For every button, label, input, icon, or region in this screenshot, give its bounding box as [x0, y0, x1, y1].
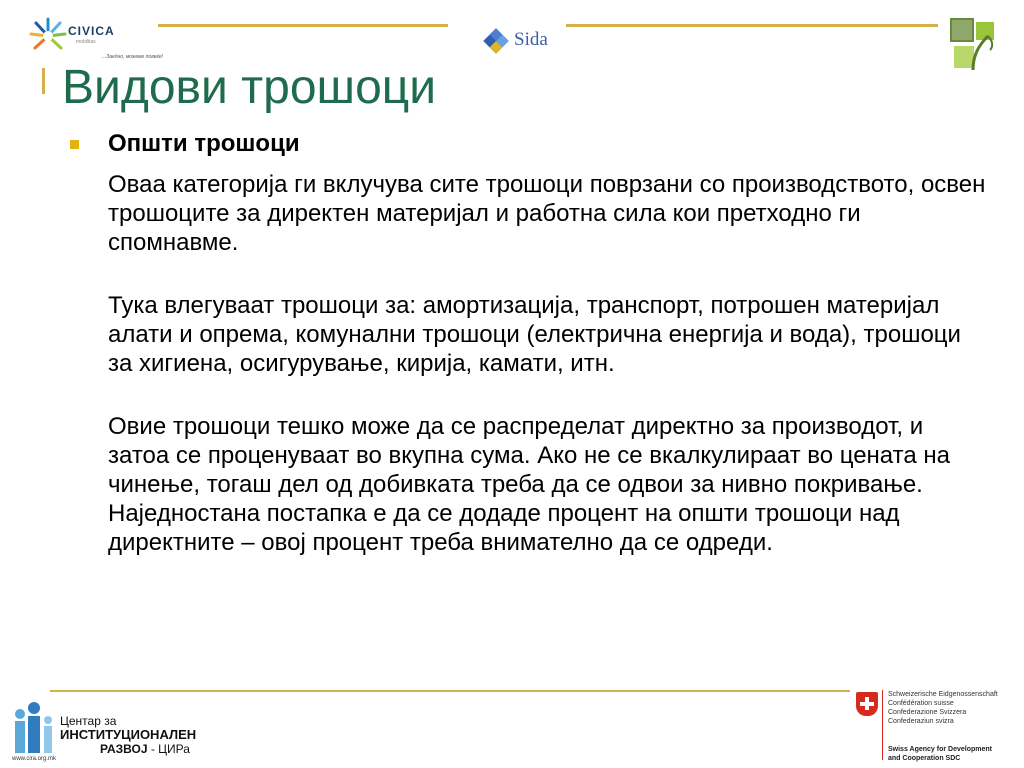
- header-rule-right: [566, 24, 938, 27]
- sdc-agency-lines: [888, 745, 992, 763]
- swiss-confederation-lines: [888, 690, 998, 726]
- civica-wordmark: CIVICA: [68, 24, 115, 38]
- cira-line-2: ИНСТИТУЦИОНАЛЕН: [60, 727, 197, 742]
- sida-logo: [482, 26, 572, 56]
- swiss-line: Confederazione Svizzera: [888, 709, 967, 716]
- sdc-line-2: and Cooperation SDC: [888, 755, 961, 762]
- cira-figures-icon: [10, 700, 56, 756]
- civica-sunburst-icon: [28, 16, 68, 56]
- swiss-sdc-logo: [856, 690, 1022, 766]
- cira-line-3-bold: РАЗВОЈ: [100, 742, 148, 756]
- paragraph-2: Тука влегуваат трошоци за: амортизација, транспорт, потрошен материјал алати и опрема, комунални трошоци (електрична енергија и вода), трошоци за хигиена, осигурување, кирија, камати, итн.: [108, 292, 961, 377]
- cira-logo: [10, 700, 200, 766]
- paragraph-1: Оваа категорија ги вклучува сите трошоци поврзани со производството, освен трошоците за директен материјал и работна сила кои претходно ги спомнавме.: [108, 171, 986, 256]
- cira-line-3: [60, 742, 196, 756]
- civica-tagline: ...Заедно, можеме повеќе!: [102, 54, 164, 60]
- sida-wordmark: Sida: [514, 29, 548, 50]
- swiss-cross-icon: [856, 692, 878, 716]
- leaf-plant-icon: [948, 16, 998, 72]
- cira-line-3-rest: - ЦИРа: [147, 742, 190, 756]
- cira-url: www.cira.org.mk: [12, 756, 57, 762]
- footer-rule: [50, 690, 850, 692]
- sdc-line-1: Swiss Agency for Development: [888, 746, 992, 753]
- swiss-line: Confederaziun svizra: [888, 718, 954, 725]
- title-accent-bar: [42, 68, 45, 94]
- swiss-line: Confédération suisse: [888, 700, 954, 707]
- slide-title: Видови трошоци: [62, 61, 437, 114]
- cira-wordmark: [60, 714, 196, 756]
- paragraph-3: Овие трошоци тешко може да се распределат директно за производот, и затоа се проценуваат во вкупна сума. Ако не се вкалкулираат во цената на чинење, тогаш дел од добивката треба да се одвои за нивно покривање. Наједностана постапка е да се додаде процент на општи трошоци над директните – овој процент треба внимателно да се одреди.: [108, 413, 950, 556]
- swiss-divider: [882, 690, 883, 760]
- civica-logo: [28, 14, 168, 66]
- square-bullet-icon: [70, 140, 79, 149]
- bullet-heading: Општи трошоци: [108, 130, 300, 157]
- cira-line-1: Центар за: [60, 714, 117, 728]
- slide-body: [70, 128, 990, 557]
- header-rule-left: [158, 24, 448, 27]
- sida-diamond-icon: [482, 27, 510, 55]
- bullet-item: [70, 128, 990, 162]
- civica-subtitle: mobilitas: [76, 39, 96, 45]
- swiss-line: Schweizerische Eidgenossenschaft: [888, 691, 998, 698]
